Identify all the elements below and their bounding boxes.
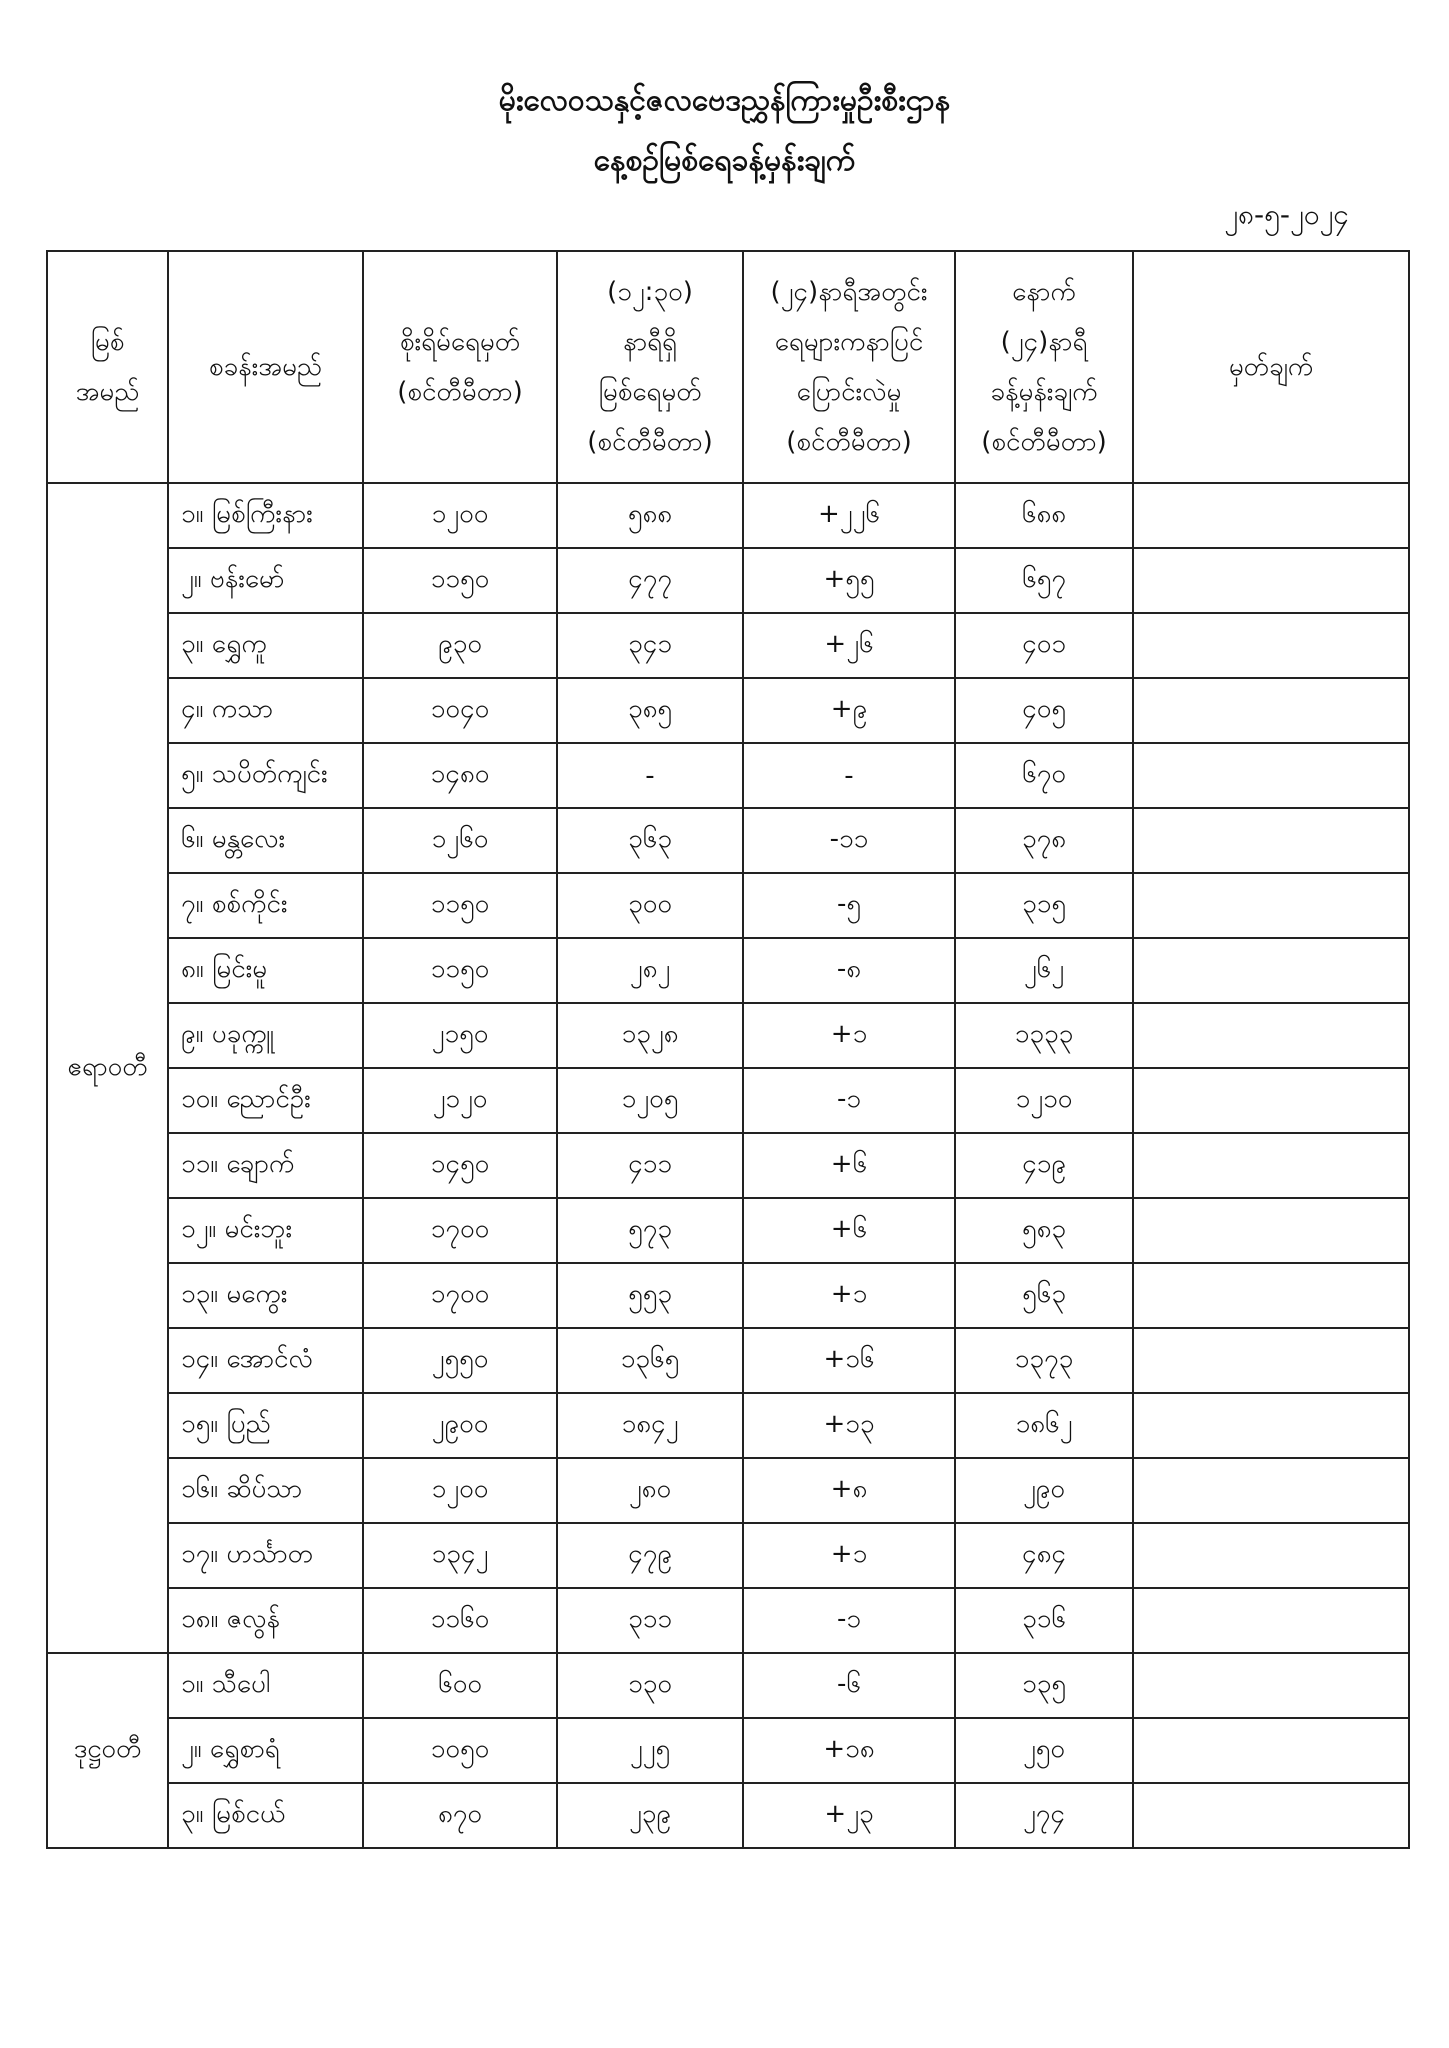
column-header-line: (၁၂:၃၀) — [607, 277, 693, 307]
water-level-cell: ၂၈၂ — [557, 938, 743, 1003]
column-header-line: နာရီရှိ — [622, 327, 677, 357]
change-cell: -၈ — [743, 938, 955, 1003]
water-level-cell: ၁၈၄၂ — [557, 1393, 743, 1458]
remark-cell — [1133, 743, 1409, 808]
change-cell: +၁ — [743, 1003, 955, 1068]
table-row — [47, 743, 1409, 808]
danger-level-cell: ၁၁၅၀ — [363, 548, 557, 613]
remark-cell — [1133, 678, 1409, 743]
column-header-forecast-24h — [955, 251, 1133, 483]
remark-cell — [1133, 548, 1409, 613]
station-cell: ၉။ ပခုက္ကူ — [168, 1003, 363, 1068]
remark-cell — [1133, 1523, 1409, 1588]
column-header-line: မှတ်ချက် — [1228, 352, 1314, 382]
column-header-line: (စင်တီမီတာ) — [981, 427, 1107, 457]
column-header-station-name — [168, 251, 363, 483]
station-cell: ၄။ ကသာ — [168, 678, 363, 743]
column-header-line: မြစ်ရေမှတ် — [598, 377, 702, 407]
remark-cell — [1133, 1003, 1409, 1068]
change-cell: +၆ — [743, 1198, 955, 1263]
station-cell: ၈။ မြင်းမူ — [168, 938, 363, 1003]
danger-level-cell: ၁၂၀၀ — [363, 1458, 557, 1523]
table-row — [47, 548, 1409, 613]
forecast-cell: ၁၃၅ — [955, 1653, 1133, 1718]
change-cell: +၈ — [743, 1458, 955, 1523]
table-body — [47, 483, 1409, 1848]
table-row — [47, 1393, 1409, 1458]
station-cell: ၁၃။ မကွေး — [168, 1263, 363, 1328]
change-cell: +၁ — [743, 1523, 955, 1588]
change-cell: +၉ — [743, 678, 955, 743]
water-level-cell: ၃၁၁ — [557, 1588, 743, 1653]
danger-level-cell: ၂၁၂၀ — [363, 1068, 557, 1133]
danger-level-cell: ၁၄၈၀ — [363, 743, 557, 808]
remark-cell — [1133, 1328, 1409, 1393]
change-cell: -၁၁ — [743, 808, 955, 873]
danger-level-cell: ၂၅၅၀ — [363, 1328, 557, 1393]
forecast-cell: ၂၆၂ — [955, 938, 1133, 1003]
remark-cell — [1133, 1718, 1409, 1783]
water-level-cell: ၁၃၆၅ — [557, 1328, 743, 1393]
station-cell: ၁။ မြစ်ကြီးနား — [168, 483, 363, 548]
danger-level-cell: ၂၉၀၀ — [363, 1393, 557, 1458]
water-level-cell: ၃၆၃ — [557, 808, 743, 873]
change-cell: +၁ — [743, 1263, 955, 1328]
danger-level-cell: ၉၃၀ — [363, 613, 557, 678]
forecast-cell: ၄၈၄ — [955, 1523, 1133, 1588]
forecast-cell: ၆၈၈ — [955, 483, 1133, 548]
column-header-line: အမည် — [75, 377, 140, 407]
forecast-cell: ၆၇၀ — [955, 743, 1133, 808]
remark-cell — [1133, 938, 1409, 1003]
table-row — [47, 1458, 1409, 1523]
danger-level-cell: ၁၁၅၀ — [363, 873, 557, 938]
water-level-cell: ၄၇၉ — [557, 1523, 743, 1588]
remark-cell — [1133, 1458, 1409, 1523]
change-cell: +၅၅ — [743, 548, 955, 613]
change-cell: -၁ — [743, 1068, 955, 1133]
change-cell: +၆ — [743, 1133, 955, 1198]
station-cell: ၁၅။ ပြည် — [168, 1393, 363, 1458]
water-level-cell: ၁၂၀၅ — [557, 1068, 743, 1133]
table-row — [47, 1783, 1409, 1848]
column-header-line: (စင်တီမီတာ) — [587, 427, 713, 457]
table-row — [47, 1198, 1409, 1263]
table-row — [47, 808, 1409, 873]
forecast-cell: ၁၈၆၂ — [955, 1393, 1133, 1458]
page-subtitle: နေ့စဉ်မြစ်ရေခန့်မှန်းချက် — [593, 143, 856, 178]
table-row — [47, 1068, 1409, 1133]
forecast-cell: ၄၀၁ — [955, 613, 1133, 678]
water-level-cell: ၅၅၃ — [557, 1263, 743, 1328]
column-header-danger-level — [363, 251, 557, 483]
station-cell: ၅။ သပိတ်ကျင်း — [168, 743, 363, 808]
forecast-table — [46, 250, 1410, 1849]
water-level-cell: ၁၃၂၈ — [557, 1003, 743, 1068]
table-row — [47, 678, 1409, 743]
report-date: ၂၈-၅-၂၀၂၄ — [1224, 198, 1349, 231]
danger-level-cell: ၁၁၆၀ — [363, 1588, 557, 1653]
danger-level-cell: ၁၇၀၀ — [363, 1263, 557, 1328]
water-level-cell: ၃၈၅ — [557, 678, 743, 743]
forecast-cell: ၂၉၀ — [955, 1458, 1133, 1523]
danger-level-cell: ၁၇၀၀ — [363, 1198, 557, 1263]
change-cell: +၂၆ — [743, 613, 955, 678]
water-level-cell: ၄၁၁ — [557, 1133, 743, 1198]
column-header-line: စခန်းအမည် — [208, 352, 323, 382]
table-row — [47, 1523, 1409, 1588]
remark-cell — [1133, 1588, 1409, 1653]
column-header-river-name — [47, 251, 168, 483]
station-cell: ၁၄။ အောင်လံ — [168, 1328, 363, 1393]
page-title: မိုးလေဝသနှင့်ဇလဗေဒညွှန်ကြားမှုဦးစီးဌာန — [498, 83, 951, 118]
danger-level-cell: ၁၃၄၂ — [363, 1523, 557, 1588]
table-row — [47, 873, 1409, 938]
forecast-cell: ၂၇၄ — [955, 1783, 1133, 1848]
table-row — [47, 1263, 1409, 1328]
water-level-cell: ၃၀၀ — [557, 873, 743, 938]
forecast-cell: ၃၁၆ — [955, 1588, 1133, 1653]
column-header-line: (စင်တီမီတာ) — [786, 427, 912, 457]
remark-cell — [1133, 1068, 1409, 1133]
remark-cell — [1133, 613, 1409, 678]
water-level-cell: ၃၄၁ — [557, 613, 743, 678]
station-cell: ၃။ ရွှေကူ — [168, 613, 363, 678]
column-header-line: စိုးရိမ်ရေမှတ် — [399, 327, 521, 357]
header-row — [47, 251, 1409, 483]
station-cell: ၁၆။ ဆိပ်သာ — [168, 1458, 363, 1523]
station-cell: ၂။ ရွှေစာရံ — [168, 1718, 363, 1783]
danger-level-cell: ၈၇၀ — [363, 1783, 557, 1848]
table-row — [47, 483, 1409, 548]
water-level-cell: ၄၇၇ — [557, 548, 743, 613]
water-level-cell: ၂၈၀ — [557, 1458, 743, 1523]
remark-cell — [1133, 873, 1409, 938]
change-cell: - — [743, 743, 955, 808]
danger-level-cell: ၁၂၆၀ — [363, 808, 557, 873]
remark-cell — [1133, 483, 1409, 548]
station-cell: ၁၁။ ချောက် — [168, 1133, 363, 1198]
station-cell: ၇။ စစ်ကိုင်း — [168, 873, 363, 938]
table-row — [47, 1588, 1409, 1653]
water-level-cell: ၂၂၅ — [557, 1718, 743, 1783]
danger-level-cell: ၁၁၅၀ — [363, 938, 557, 1003]
forecast-cell: ၆၅၇ — [955, 548, 1133, 613]
change-cell: +၁၆ — [743, 1328, 955, 1393]
water-level-cell: ၁၃၀ — [557, 1653, 743, 1718]
danger-level-cell: ၂၁၅၀ — [363, 1003, 557, 1068]
danger-level-cell: ၆၀၀ — [363, 1653, 557, 1718]
column-header-line: ရေများကနာပြင် — [774, 327, 924, 357]
forecast-cell: ၅၆၃ — [955, 1263, 1133, 1328]
forecast-cell: ၄၁၉ — [955, 1133, 1133, 1198]
column-header-line: ပြောင်းလဲမှု — [796, 377, 902, 407]
station-cell: ၃။ မြစ်ငယ် — [168, 1783, 363, 1848]
river-name-cell: ဒုဋ္ဌဝတီ — [47, 1653, 168, 1848]
change-cell: -၆ — [743, 1653, 955, 1718]
table-row — [47, 1653, 1409, 1718]
forecast-cell: ၄၀၅ — [955, 678, 1133, 743]
column-header-line: ခန့်မှန်းချက် — [990, 377, 1098, 407]
change-cell: +၂၂၆ — [743, 483, 955, 548]
river-name-cell: ဧရာဝတီ — [47, 483, 168, 1653]
column-header-line: နောက် — [1012, 277, 1076, 307]
column-header-line: (၂၄)နာရီ — [1000, 327, 1088, 357]
forecast-cell: ၁၂၁၀ — [955, 1068, 1133, 1133]
table-row — [47, 1328, 1409, 1393]
station-cell: ၁။ သီပေါ — [168, 1653, 363, 1718]
water-level-cell: - — [557, 743, 743, 808]
danger-level-cell: ၁၀၄၀ — [363, 678, 557, 743]
column-header-line: (၂၄)နာရီအတွင်း — [770, 277, 928, 307]
station-cell: ၁၇။ ဟင်္သာတ — [168, 1523, 363, 1588]
forecast-cell: ၁၃၃၃ — [955, 1003, 1133, 1068]
station-cell: ၆။ မန္တလေး — [168, 808, 363, 873]
forecast-cell: ၁၃၇၃ — [955, 1328, 1133, 1393]
danger-level-cell: ၁၀၅၀ — [363, 1718, 557, 1783]
forecast-cell: ၃၁၅ — [955, 873, 1133, 938]
remark-cell — [1133, 1263, 1409, 1328]
change-cell: -၁ — [743, 1588, 955, 1653]
change-cell: +၂၃ — [743, 1783, 955, 1848]
forecast-cell: ၂၅၀ — [955, 1718, 1133, 1783]
station-cell: ၁၂။ မင်းဘူး — [168, 1198, 363, 1263]
change-cell: -၅ — [743, 873, 955, 938]
change-cell: +၁၈ — [743, 1718, 955, 1783]
remark-cell — [1133, 1393, 1409, 1458]
column-header-current-level — [557, 251, 743, 483]
remark-cell — [1133, 1653, 1409, 1718]
forecast-cell: ၃၇၈ — [955, 808, 1133, 873]
remark-cell — [1133, 1198, 1409, 1263]
forecast-cell: ၅၈၃ — [955, 1198, 1133, 1263]
column-header-change-24h — [743, 251, 955, 483]
table-row — [47, 613, 1409, 678]
station-cell: ၁၀။ ညောင်ဦး — [168, 1068, 363, 1133]
water-level-cell: ၂၃၉ — [557, 1783, 743, 1848]
column-header-remarks — [1133, 251, 1409, 483]
remark-cell — [1133, 1783, 1409, 1848]
column-header-line: (စင်တီမီတာ) — [397, 377, 523, 407]
remark-cell — [1133, 808, 1409, 873]
table-row — [47, 1718, 1409, 1783]
water-level-cell: ၅၇၃ — [557, 1198, 743, 1263]
danger-level-cell: ၁၄၅၀ — [363, 1133, 557, 1198]
table-header — [47, 251, 1409, 483]
water-level-cell: ၅၈၈ — [557, 483, 743, 548]
column-header-line: မြစ် — [90, 327, 125, 357]
table-row — [47, 938, 1409, 1003]
danger-level-cell: ၁၂၀၀ — [363, 483, 557, 548]
remark-cell — [1133, 1133, 1409, 1198]
station-cell: ၁၈။ ဇလွန် — [168, 1588, 363, 1653]
table-row — [47, 1003, 1409, 1068]
station-cell: ၂။ ဗန်းမော် — [168, 548, 363, 613]
table-row — [47, 1133, 1409, 1198]
change-cell: +၁၃ — [743, 1393, 955, 1458]
